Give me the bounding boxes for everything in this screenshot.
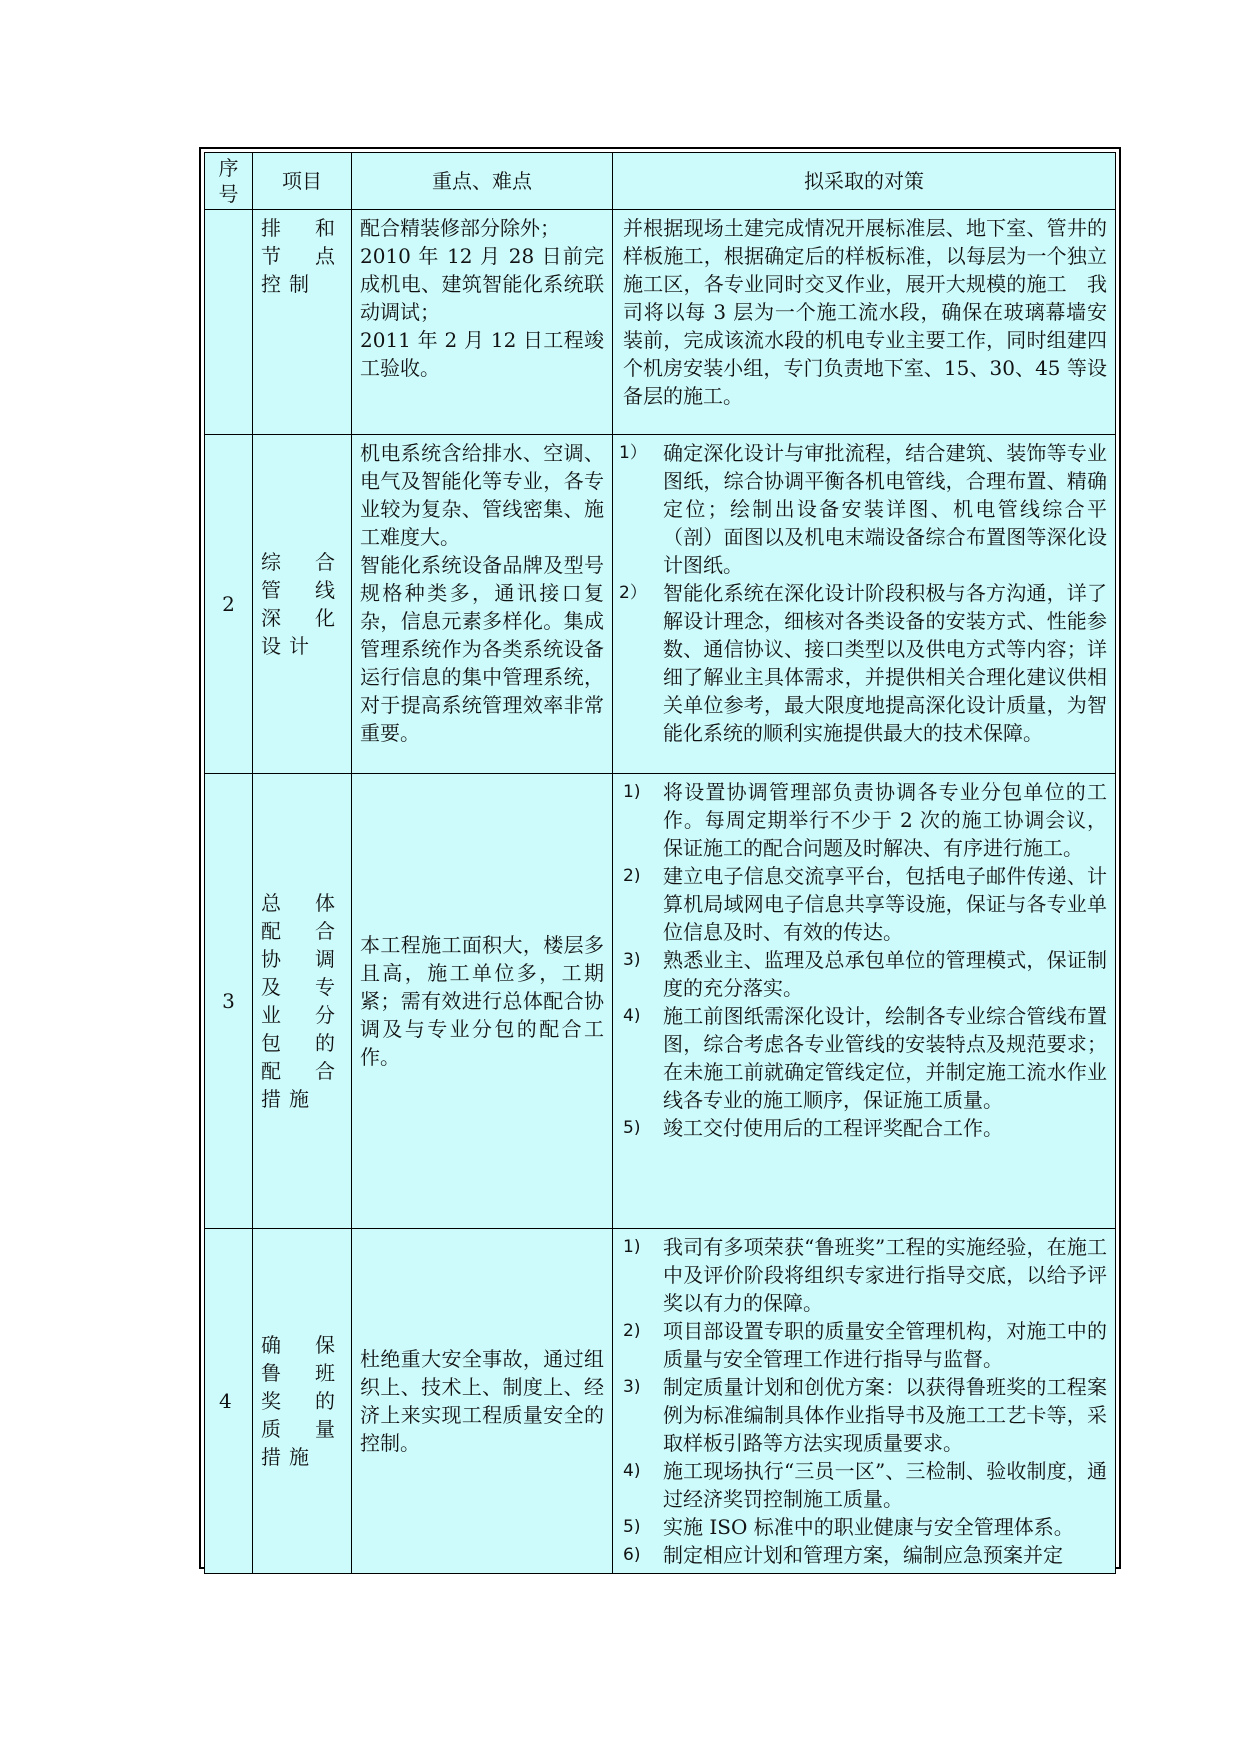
measures-table bbox=[204, 152, 1116, 1574]
item-text: 施工现场执行“三员一区”、三检制、验收制度，通过经济奖罚控制施工质量。 bbox=[663, 1459, 1107, 1511]
row4-measures bbox=[613, 1229, 1116, 1574]
list-item bbox=[623, 1233, 1107, 1317]
item-number: 3) bbox=[623, 950, 641, 970]
item-number: 5) bbox=[623, 1517, 641, 1537]
header-key: 重点、难点 bbox=[352, 153, 613, 210]
document-table-frame bbox=[199, 147, 1121, 1569]
table-row bbox=[205, 1229, 1116, 1574]
item-number: 2) bbox=[623, 866, 641, 886]
item-number: 2) bbox=[623, 1321, 641, 1341]
row4-measures-list bbox=[623, 1233, 1107, 1569]
row1-seq bbox=[205, 210, 253, 435]
item-text: 建立电子信息交流享平台，包括电子邮件传递、计算机局域网电子信息共享等设施，保证与各专业单位信息及时、有效的传达。 bbox=[663, 864, 1107, 944]
list-item bbox=[623, 1457, 1107, 1513]
list-item bbox=[623, 1541, 1107, 1569]
header-seq: 序号 bbox=[205, 153, 253, 210]
row2-seq: 2 bbox=[205, 435, 253, 774]
row4-item: 确保鲁班奖的质量措施 bbox=[253, 1229, 352, 1574]
row2-item: 综合管线深化设计 bbox=[253, 435, 352, 774]
item-number: 1) bbox=[623, 1237, 641, 1257]
list-item bbox=[619, 579, 1107, 747]
row1-measures bbox=[613, 210, 1116, 435]
row1-key bbox=[352, 210, 613, 435]
item-text: 竣工交付使用后的工程评奖配合工作。 bbox=[663, 1116, 1003, 1140]
list-item bbox=[623, 1373, 1107, 1457]
item-number: 1） bbox=[619, 443, 647, 463]
header-item: 项目 bbox=[253, 153, 352, 210]
list-item bbox=[623, 1002, 1107, 1114]
row3-seq: 3 bbox=[205, 774, 253, 1229]
row2-key bbox=[352, 435, 613, 774]
row3-item: 总体配合协调及专业分包的配合措施 bbox=[253, 774, 352, 1229]
row2-measures-list bbox=[619, 439, 1107, 747]
item-number: 2） bbox=[619, 583, 647, 603]
item-number: 4) bbox=[623, 1461, 641, 1481]
item-text: 我司有多项荣获“鲁班奖”工程的实施经验，在施工中及评价阶段将组织专家进行指导交底，以给予评奖以有力的保障。 bbox=[663, 1235, 1107, 1315]
item-number: 3) bbox=[623, 1377, 641, 1397]
item-number: 4) bbox=[623, 1006, 641, 1026]
row3-measures bbox=[613, 774, 1116, 1229]
table-row bbox=[205, 210, 1116, 435]
table-row bbox=[205, 774, 1116, 1229]
header-measures: 拟采取的对策 bbox=[613, 153, 1116, 210]
item-text: 智能化系统在深化设计阶段积极与各方沟通，详了解设计理念，细核对各类设备的安装方式、性能参数、通信协议、接口类型以及供电方式等内容；详细了解业主具体需求，并提供相关合理化建议供相关单位参考，最大限度地提高深化设计质量，为智能化系统的顺利实施提供最大的技术保障。 bbox=[663, 581, 1107, 745]
item-text: 项目部设置专职的质量安全管理机构，对施工中的质量与安全管理工作进行指导与监督。 bbox=[663, 1319, 1107, 1371]
list-item bbox=[623, 1317, 1107, 1373]
row2-key-para: 智能化系统设备品牌及型号规格种类多，通讯接口复杂，信息元素多样化。集成管理系统作为各类系统设备运行信息的集中管理系统，对于提高系统管理效率非常重要。 bbox=[360, 553, 604, 745]
row3-measures-list bbox=[623, 778, 1107, 1142]
row3-key-para: 本工程施工面积大，楼层多且高，施工单位多，工期紧；需有效进行总体配合协调及与专业分包的配合工作。 bbox=[360, 933, 604, 1069]
list-item bbox=[623, 1114, 1107, 1142]
item-text: 熟悉业主、监理及总承包单位的管理模式，保证制度的充分落实。 bbox=[663, 948, 1107, 1000]
item-text: 确定深化设计与审批流程，结合建筑、装饰等专业图纸，综合协调平衡各机电管线，合理布置、精确定位；绘制出设备安装详图、机电管线综合平（剖）面图以及机电末端设备综合布置图等深化设计图纸。 bbox=[663, 441, 1107, 577]
row2-measures bbox=[613, 435, 1116, 774]
row4-key-para: 杜绝重大安全事故，通过组织上、技术上、制度上、经济上来实现工程质量安全的控制。 bbox=[360, 1347, 604, 1455]
row1-measures-text: 并根据现场土建完成情况开展标准层、地下室、管井的样板施工，根据确定后的样板标准，以每层为一个独立施工区，各专业同时交叉作业，展开大规模的施工 我司将以每 3 层为一个施工流水段，确保在玻璃幕墙安装前，完成该流水段的机电专业主要工作，同时组建四个机房安装小组，专门负责地下室、15、30、45 等设备层的施工。 bbox=[623, 216, 1107, 408]
row1-key-line: 2011 年 2 月 12 日工程竣工验收。 bbox=[360, 328, 604, 380]
item-number: 1) bbox=[623, 782, 641, 802]
table-header-row bbox=[205, 153, 1116, 210]
row1-item: 排和节点控制 bbox=[253, 210, 352, 435]
list-item bbox=[623, 1513, 1107, 1541]
row4-seq: 4 bbox=[205, 1229, 253, 1574]
item-text: 施工前图纸需深化设计，绘制各专业综合管线布置图，综合考虑各专业管线的安装特点及规范要求；在未施工前就确定管线定位，并制定施工流水作业线各专业的施工顺序，保证施工质量。 bbox=[663, 1004, 1107, 1112]
list-item bbox=[623, 946, 1107, 1002]
row4-key bbox=[352, 1229, 613, 1574]
row1-key-line: 配合精装修部分除外； bbox=[360, 216, 560, 240]
list-item bbox=[623, 862, 1107, 946]
item-number: 6) bbox=[623, 1545, 641, 1565]
list-item bbox=[619, 439, 1107, 579]
row3-key bbox=[352, 774, 613, 1229]
item-text: 制定质量计划和创优方案：以获得鲁班奖的工程案例为标准编制具体作业指导书及施工工艺卡等，采取样板引路等方法实现质量要求。 bbox=[663, 1375, 1107, 1455]
item-number: 5) bbox=[623, 1118, 641, 1138]
row2-key-para: 机电系统含给排水、空调、电气及智能化等专业，各专业较为复杂、管线密集、施工难度大。 bbox=[360, 441, 604, 549]
item-text: 制定相应计划和管理方案，编制应急预案并定 bbox=[663, 1543, 1063, 1567]
row1-key-line: 2010 年 12 月 28 日前完成机电、建筑智能化系统联动调试； bbox=[360, 244, 604, 324]
item-text: 将设置协调管理部负责协调各专业分包单位的工作。每周定期举行不少于 2 次的施工协调会议，保证施工的配合问题及时解决、有序进行施工。 bbox=[663, 780, 1107, 860]
table-row bbox=[205, 435, 1116, 774]
item-text: 实施 ISO 标准中的职业健康与安全管理体系。 bbox=[663, 1515, 1074, 1539]
list-item bbox=[623, 778, 1107, 862]
